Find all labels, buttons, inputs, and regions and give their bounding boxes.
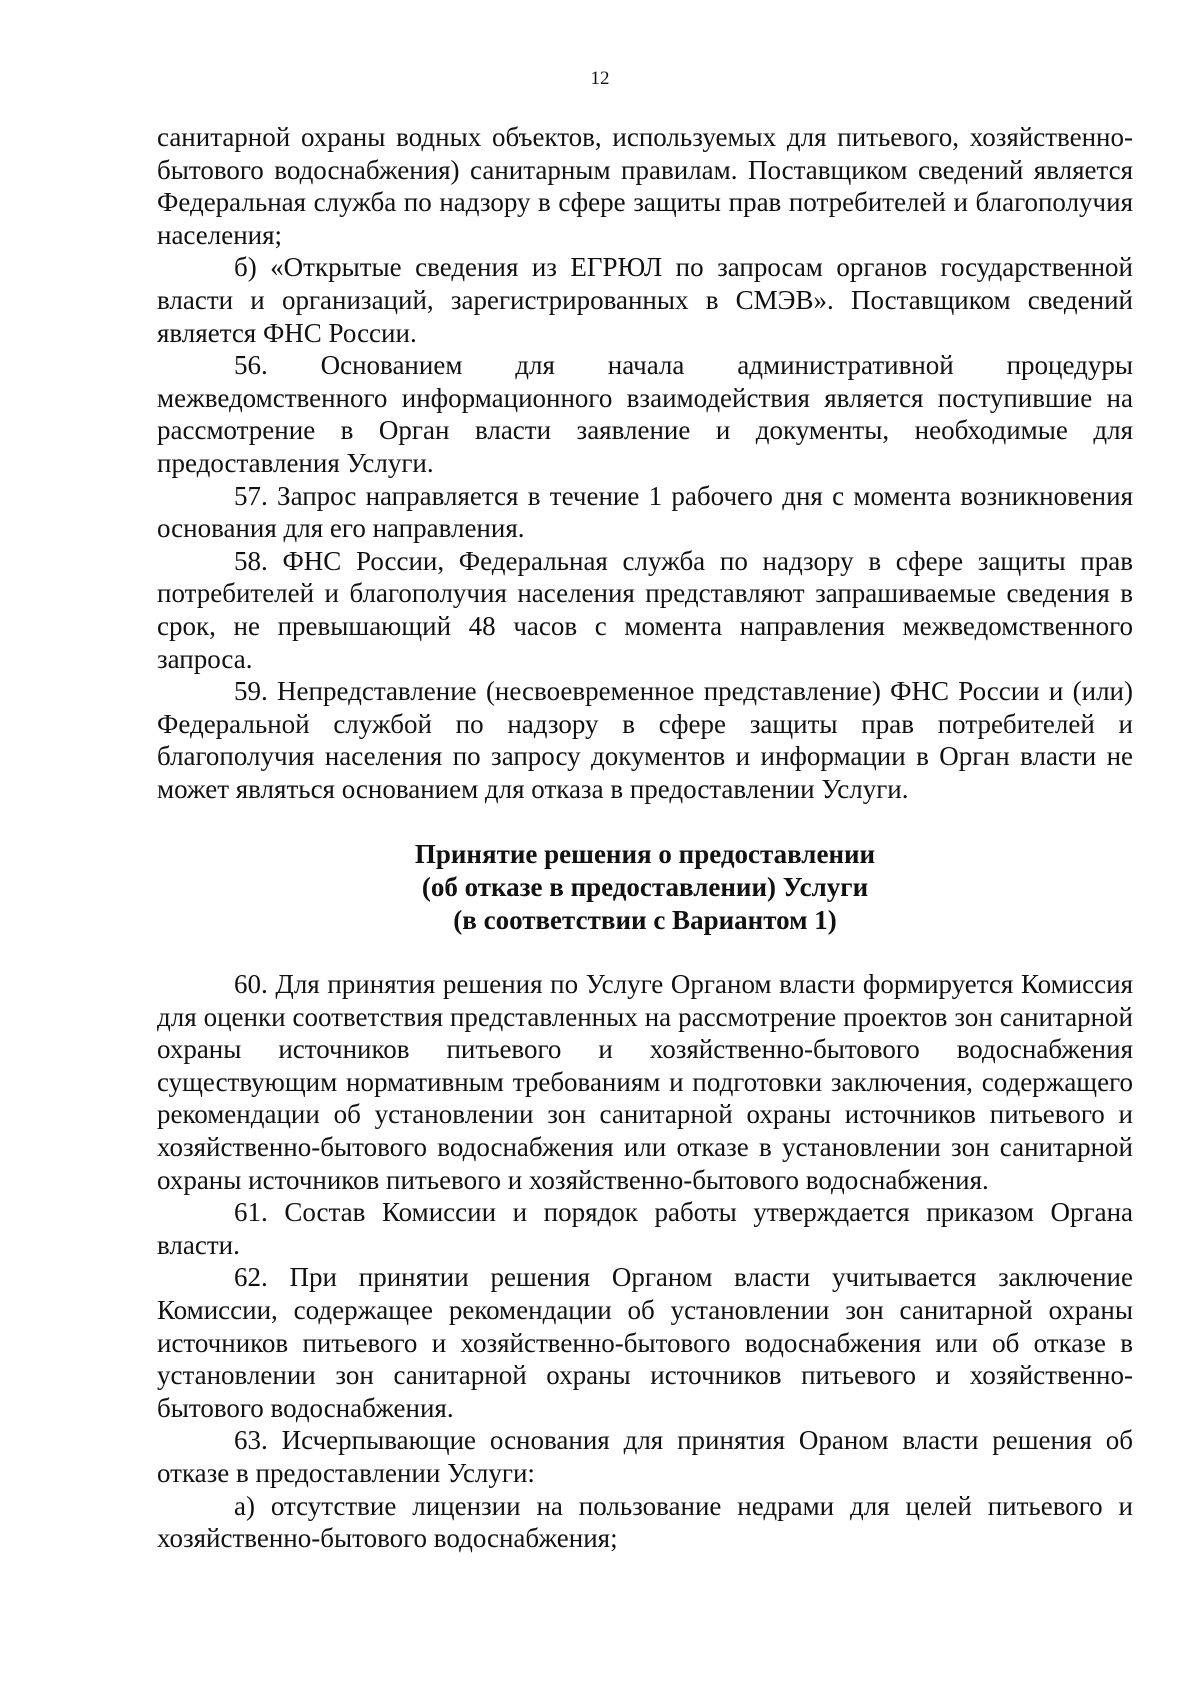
bottom-text-block (157, 968, 1133, 1555)
paragraph-60: 60. Для принятия решения по Услуге Органом власти формируется Комиссия для оценки соответствия представленных на рассмотрение проектов зон санитарной охраны источников питьевого и хозяйственно-бытового водоснабжения существующим нормативным требованиям и подготовки заключения, содержащего рекомендации об установлении зон санитарной охраны источников питьевого и хозяйственно-бытового водоснабжения или отказе в установлении зон санитарной охраны источников питьевого и хозяйственно-бытового водоснабжения. (157, 969, 1133, 1195)
paragraph-62: 62. При принятии решения Органом власти учитывается заключение Комиссии, содержащее рекомендации об установлении зон санитарной охраны источников питьевого и хозяйственно-бытового водоснабжения или об отказе в установлении зон санитарной охраны источников питьевого и хозяйственно-бытового водоснабжения. (157, 1262, 1133, 1423)
section-heading (157, 838, 1133, 937)
paragraph-57: 57. Запрос направляется в течение 1 рабочего дня с момента возникновения основания для его направления. (157, 480, 1133, 544)
paragraph-continuation: санитарной охраны водных объектов, используемых для питьевого, хозяйственно-бытового водоснабжения) санитарным правилам. Поставщиком сведений является Федеральная служба по надзору в сфере защиты прав потребителей и благополучия населения; (157, 122, 1133, 250)
section-heading-line-2: (об отказе в предоставлении) Услуги (421, 872, 869, 902)
paragraph-63: 63. Исчерпывающие основания для принятия Ораном власти решения об отказе в предоставлении Услуги: (157, 1425, 1133, 1488)
paragraph-59: 59. Непредставление (несвоевременное представление) ФНС России и (или) Федеральной службой по надзору в сфере защиты прав потребителей и благополучия населения по запросу документов и информации в Орган власти не может являться основанием для отказа в предоставлении Услуги. (157, 676, 1133, 804)
paragraph-56: 56. Основанием для начала административной процедуры межведомственного информационного взаимодействия является поступившие на рассмотрение в Орган власти заявление и документы, необходимые для предоставления Услуги. (157, 350, 1133, 478)
paragraph-58: 58. ФНС России, Федеральная служба по надзору в сфере защиты прав потребителей и благополучия населения представляют запрашиваемые сведения в срок, не превышающий 48 часов с момента направления межведомственного запроса. (157, 545, 1133, 674)
section-heading-line-1: Принятие решения о предоставлении (414, 839, 876, 869)
section-heading-line-3: (в соответствии с Вариантом 1) (453, 905, 837, 935)
paragraph-a: а) отсутствие лицензии на пользование недрами для целей питьевого и хозяйственно-бытового водоснабжения; (157, 1490, 1133, 1554)
paragraph-b: б) «Открытые сведения из ЕГРЮЛ по запросам органов государственной власти и организаций, зарегистрированных в СМЭВ». Поставщиком сведений является ФНС России. (157, 252, 1133, 348)
paragraph-61: 61. Состав Комиссии и порядок работы утверждается приказом Органа власти. (157, 1197, 1133, 1260)
top-text-block (157, 121, 1133, 805)
page-number: 12 (590, 68, 610, 89)
